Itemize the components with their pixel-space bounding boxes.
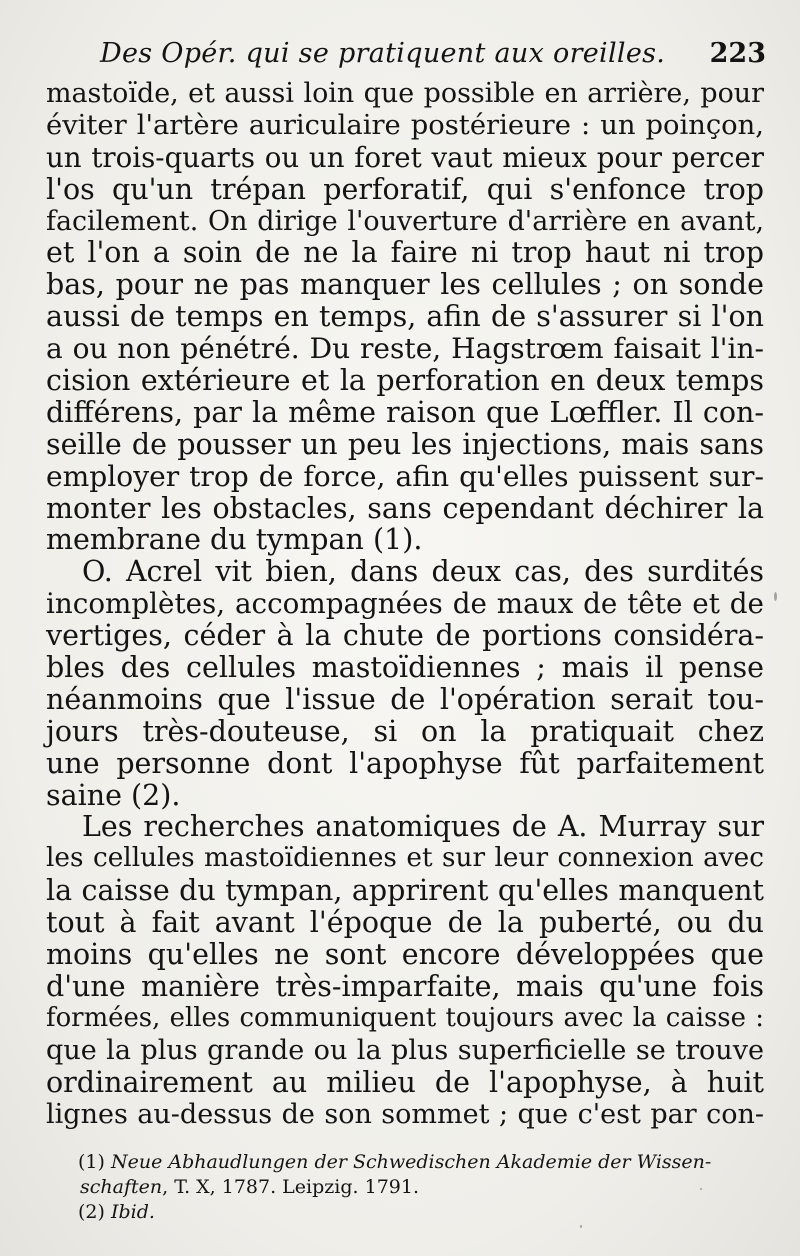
text-line: éviter l'artère auriculaire postérieure : un poinçon, <box>46 109 764 141</box>
footnote-marker: (2) <box>78 1201 105 1223</box>
text-line: la caisse du tympan, apprirent qu'elles manquent <box>46 874 764 908</box>
text-line: les cellules mastoïdiennes et sur leur connexion avec <box>46 843 764 874</box>
body-text <box>46 78 764 1130</box>
text-line: employer trop de force, afin qu'elles puissent sur- <box>46 459 764 493</box>
paragraph-start-line: O. Acrel vit bien, dans deux cas, des surdités <box>82 555 764 589</box>
text-line: néanmoins que l'issue de l'opération serait tou- <box>46 682 764 716</box>
page-header <box>92 36 772 80</box>
text-line: lignes au-dessus de son sommet ; que c'est par con- <box>46 1098 764 1130</box>
text-line: a ou non pénétré. Du reste, Hagstrœm faisait l'in- <box>46 332 764 366</box>
text-line: une personne dont l'apophyse fût parfaitement <box>46 746 764 780</box>
footnote-citation: , T. X, 1787. Leipzig. 1791. <box>162 1176 420 1198</box>
text-line: d'une manière très-imparfaite, mais qu'une fois <box>46 969 764 1003</box>
text-line: ordinairement au milieu de l'apophyse, à huit <box>46 1065 764 1099</box>
text-line: formées, elles communiquent toujours avec la caisse : <box>46 1002 764 1033</box>
footnote-2 <box>78 1200 758 1225</box>
text-line: et l'on a soin de ne la faire ni trop haut ni trop <box>46 236 764 270</box>
text-line: facilement. On dirige l'ouverture d'arrière en avant, <box>46 205 764 237</box>
running-title: Des Opér. qui se pratiquent aux oreilles. <box>100 38 666 69</box>
text-line: l'os qu'un trépan perforatif, qui s'enfonce trop <box>46 172 764 206</box>
text-line: mastoïde, et aussi loin que possible en arrière, pour <box>46 78 764 109</box>
paper-speck <box>774 592 777 601</box>
text-line: bles des cellules mastoïdiennes ; mais il pense <box>46 651 764 685</box>
text-line: tout à fait avant l'époque de la puberté, ou du <box>46 906 764 940</box>
text-line: que la plus grande ou la plus superficielle se trouve <box>46 1034 764 1066</box>
text-line: vertiges, céder à la chute de portions considéra- <box>46 619 764 653</box>
footnote-1 <box>78 1150 758 1175</box>
text-line: moins qu'elles ne sont encore développées que <box>46 938 764 972</box>
paper-speck <box>700 1188 702 1190</box>
text-line: incomplètes, accompagnées de maux de tête et de <box>46 587 764 621</box>
text-line: aussi de temps en temps, afin de s'assurer si l'on <box>46 300 764 334</box>
text-line: cision extérieure et la perforation en deux temps <box>46 364 764 398</box>
text-line: saine (2). <box>46 778 181 812</box>
footnote-title-continuation: schaften <box>80 1176 163 1198</box>
paragraph-start-line: Les recherches anatomiques de A. Murray sur <box>82 810 764 844</box>
paper-speck <box>580 1225 582 1228</box>
footnote-text: Ibid. <box>110 1201 155 1223</box>
text-line: monter les obstacles, sans cependant déchirer la <box>46 491 764 525</box>
text-line: jours très-douteuse, si on la pratiquait chez <box>46 714 764 748</box>
page-number: 223 <box>709 38 766 69</box>
text-line: seille de pousser un peu les injections, mais sans <box>46 427 764 461</box>
footnote-title: Neue Abhaudlungen der Schwedischen Akademie der Wissen- <box>110 1151 712 1173</box>
text-line: un trois-quarts ou un foret vaut mieux pour percer <box>46 140 764 174</box>
footnotes <box>78 1150 758 1225</box>
text-line: membrane du tympan (1). <box>46 523 423 557</box>
footnote-marker: (1) <box>78 1151 105 1173</box>
footnote-1-continuation <box>78 1175 758 1200</box>
text-line: différens, par la même raison que Lœffler. Il con- <box>46 395 764 429</box>
text-line: bas, pour ne pas manquer les cellules ; on sonde <box>46 268 764 302</box>
